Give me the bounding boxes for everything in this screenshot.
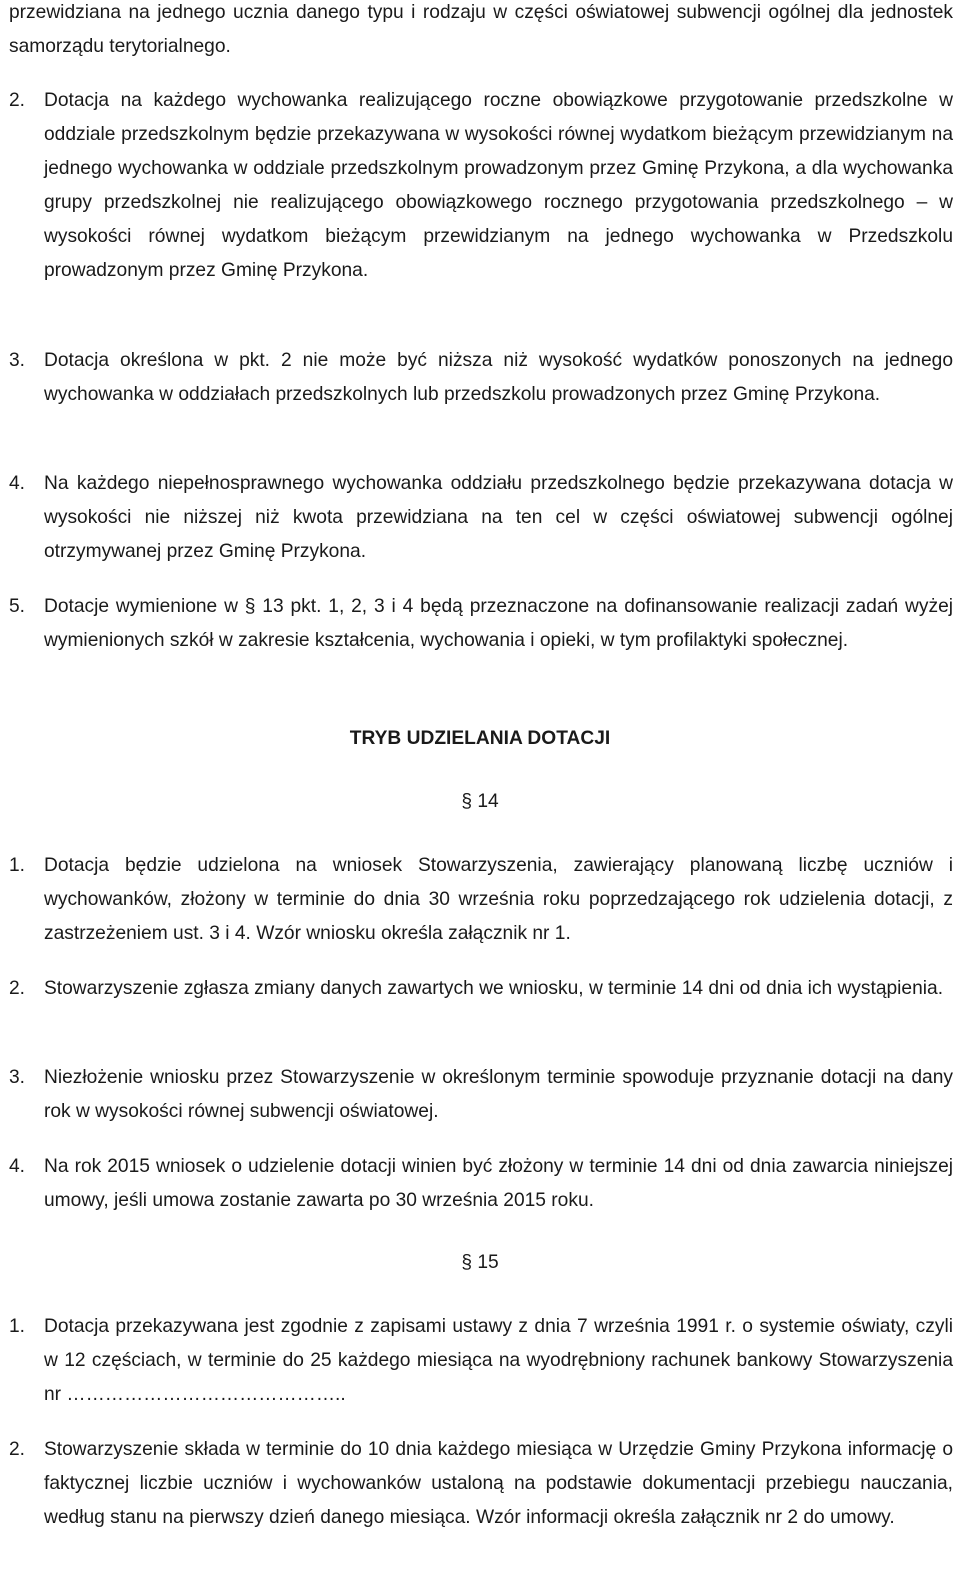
item-text: Stowarzyszenie zgłasza zmiany danych zawartych we wniosku, w terminie 14 dni od dnia ich wystąpienia. bbox=[44, 978, 944, 999]
list-item bbox=[9, 972, 953, 1006]
section-mark-15: § 15 bbox=[461, 1252, 499, 1273]
item-text: Stowarzyszenie składa w terminie do 10 dnia każdego miesiąca w Urzędzie Gminy Przykona informację o faktycznej liczbie uczniów i wychowanków ustaloną na podstawie dokumentacji przebiegu nauczania, według stanu na pierwszy dzień danego miesiąca. Wzór informacji określa załącznik nr 2 do umowy. bbox=[44, 1439, 953, 1528]
item-number: 1. bbox=[9, 855, 26, 876]
list-item bbox=[9, 1150, 953, 1218]
list-item bbox=[9, 1433, 953, 1535]
item-text: Dotacja będzie udzielona na wniosek Stowarzyszenia, zawierający planowaną liczbę uczniów i wychowanków, złożony w terminie do dnia 30 września roku poprzedzającego rok udzielenia dotacji, z zastrzeżeniem ust. 3 i 4. Wzór wniosku określa załącznik nr 1. bbox=[44, 855, 953, 944]
item-text: Dotacje wymienione w § 13 pkt. 1, 2, 3 i 4 będą przeznaczone na dofinansowanie realizacji zadań wyżej wymienionych szkół w zakresie kształcenia, wychowania i opieki, w tym profilaktyki społecznej. bbox=[44, 596, 953, 651]
item-text: Na rok 2015 wniosek o udzielenie dotacji winien być złożony w terminie 14 dni od dnia zawarcia niniejszej umowy, jeśli umowa zostanie zawarta po 30 września 2015 roku. bbox=[44, 1156, 953, 1211]
item-number: 4. bbox=[9, 473, 26, 494]
item-text: Dotacja określona w pkt. 2 nie może być niższa niż wysokość wydatków ponoszonych na jednego wychowanka w oddziałach przedszkolnych lub przedszkolu prowadzonych przez Gminę Przykona. bbox=[44, 350, 953, 405]
item-number: 2. bbox=[9, 1439, 26, 1460]
item-text: Dotacja na każdego wychowanka realizującego roczne obowiązkowe przygotowanie przedszkolne w oddziale przedszkolnym będzie przekazywana w wysokości równej wydatkom bieżącym przewidzianym na jednego wychowanka w oddziale przedszkolnym prowadzonym przez Gminę Przykona, a dla wychowanka grupy przedszkolnej nie realizującego obowiązkowego rocznego przygotowania przedszkolnego – w wysokości równej wydatkom bieżącym przewidzianym na jednego wychowanka w Przedszkolu prowadzonym przez Gminę Przykona. bbox=[44, 90, 953, 281]
list-item bbox=[9, 84, 953, 288]
section-heading: TRYB UDZIELANIA DOTACJI bbox=[349, 728, 611, 749]
item-number: 4. bbox=[9, 1156, 26, 1177]
item-number: 3. bbox=[9, 350, 26, 371]
item-number: 2. bbox=[9, 90, 26, 111]
section-mark-14: § 14 bbox=[461, 791, 499, 812]
list-item bbox=[9, 1061, 953, 1129]
item-text: Niezłożenie wniosku przez Stowarzyszenie w określonym terminie spowoduje przyznanie dotacji na dany rok w wysokości równej subwencji oświatowej. bbox=[44, 1067, 953, 1122]
intro-paragraph: przewidziana na jednego ucznia danego typu i rodzaju w części oświatowej subwencji ogólnej dla jednostek samorządu terytorialnego. bbox=[9, 2, 953, 57]
list-item bbox=[9, 849, 953, 951]
item-number: 3. bbox=[9, 1067, 26, 1088]
item-number: 5. bbox=[9, 596, 26, 617]
list-item bbox=[9, 590, 953, 658]
item-number: 2. bbox=[9, 978, 26, 999]
item-text: Dotacja przekazywana jest zgodnie z zapisami ustawy z dnia 7 września 1991 r. o systemie oświaty, czyli w 12 częściach, w terminie do 25 każdego miesiąca na wyodrębniony rachunek bankowy Stowarzyszenia nr …………………………………….. bbox=[44, 1316, 953, 1405]
item-text: Na każdego niepełnosprawnego wychowanka oddziału przedszkolnego będzie przekazywana dotacja w wysokości nie niższej niż kwota przewidziana na ten cel w części oświatowej subwencji ogólnej otrzymywanej przez Gminę Przykona. bbox=[44, 473, 953, 562]
list-item bbox=[9, 1310, 953, 1412]
list-item bbox=[9, 467, 953, 569]
list-item bbox=[9, 344, 953, 412]
item-number: 1. bbox=[9, 1316, 26, 1337]
